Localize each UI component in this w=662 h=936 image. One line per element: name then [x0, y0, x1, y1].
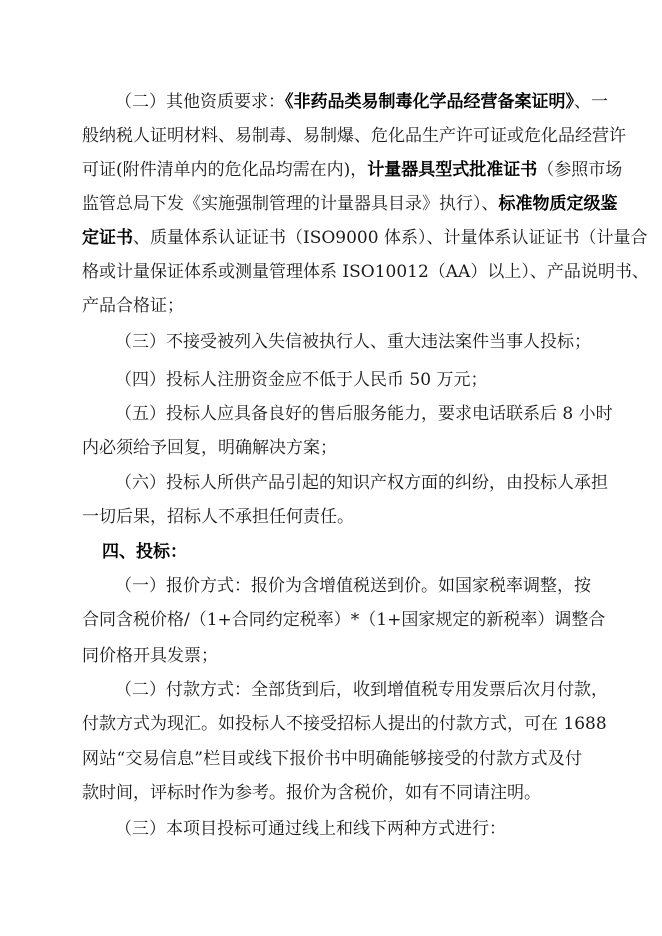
text-run: （一）报价方式：报价为含增值税送到价。如国家税率调整，按 [115, 576, 591, 596]
text-run: （五）投标人应具备良好的售后服务能力，要求电话联系后 8 小时 [115, 404, 613, 424]
text-run: （四）投标人注册资金应不低于人民币 50 万元； [115, 370, 488, 390]
text-run: 网站“交易信息”栏目或线下报价书中明确能够接受的付款方式及付 [82, 749, 582, 769]
text-run: 同价格开具发票； [82, 646, 218, 666]
text-line [82, 158, 623, 182]
text-line [115, 817, 582, 841]
text-run: （三）本项目投标可通过线上和线下两种方式进行： [115, 819, 506, 839]
text-line [82, 747, 582, 771]
text-line [115, 402, 613, 426]
text-line [115, 471, 608, 495]
text-run: 付款方式为现汇。如投标人不接受招标人提出的付款方式，可在 1688 [82, 714, 607, 734]
bold-text: 定证书 [82, 228, 133, 248]
text-run: 内必须给予回复，明确解决方案； [82, 438, 337, 458]
text-run: 合同含税价格/（1+合同约定税率）*（1+国家规定的新税率）调整合 [82, 610, 606, 630]
text-line [82, 294, 582, 318]
text-line [82, 260, 649, 284]
text-line [82, 644, 582, 668]
text-line [115, 90, 608, 114]
text-run: （二）付款方式：全部货到后，收到增值税专用发票后次月付款， [115, 680, 608, 700]
text-run: （六）投标人所供产品引起的知识产权方面的纠纷，由投标人承担 [115, 473, 608, 493]
text-run: 一切后果，招标人不承担任何责任。 [82, 507, 354, 527]
text-run: 产品合格证； [82, 296, 184, 316]
text-line [115, 574, 591, 598]
text-line [102, 540, 569, 564]
text-line [82, 712, 607, 736]
text-line [115, 330, 591, 354]
bold-text: 四、投标： [102, 542, 187, 562]
text-line [82, 226, 648, 250]
text-line [82, 192, 618, 216]
text-run: 监管总局下发《实施强制管理的计量器具目录》执行）、 [82, 194, 499, 214]
bold-text: 标准物质定级鉴 [498, 194, 618, 214]
text-run: （参照市场 [537, 160, 623, 180]
bold-text: 计量器具型式批准证书 [367, 160, 538, 180]
text-line [115, 678, 608, 702]
text-line [82, 124, 626, 148]
text-run: 可证(附件清单内的危化品均需在内)， [82, 160, 368, 180]
text-line [82, 436, 582, 460]
text-line [82, 505, 582, 529]
bold-text: 《非药品类易制毒化学品经营备案证明》 [285, 92, 574, 112]
text-run: 格或计量保证体系或测量管理体系 ISO10012（AA）以上）、产品说明书、 [82, 262, 649, 282]
text-line [115, 368, 582, 392]
text-run: 款时间，评标时作为参考。报价为含税价，如有不同请注明。 [82, 783, 541, 803]
text-run: 、质量体系认证证书（ISO9000 体系）、计量体系认证证书（计量合 [133, 228, 648, 248]
text-line [82, 608, 606, 632]
text-run: （二）其他资质要求： [115, 92, 285, 112]
text-run: （三）不接受被列入失信被执行人、重大违法案件当事人投标； [115, 332, 591, 352]
text-run: 、一 [574, 92, 608, 112]
text-line [82, 781, 582, 805]
text-run: 般纳税人证明材料、易制毒、易制爆、危化品生产许可证或危化品经营许 [82, 126, 626, 146]
